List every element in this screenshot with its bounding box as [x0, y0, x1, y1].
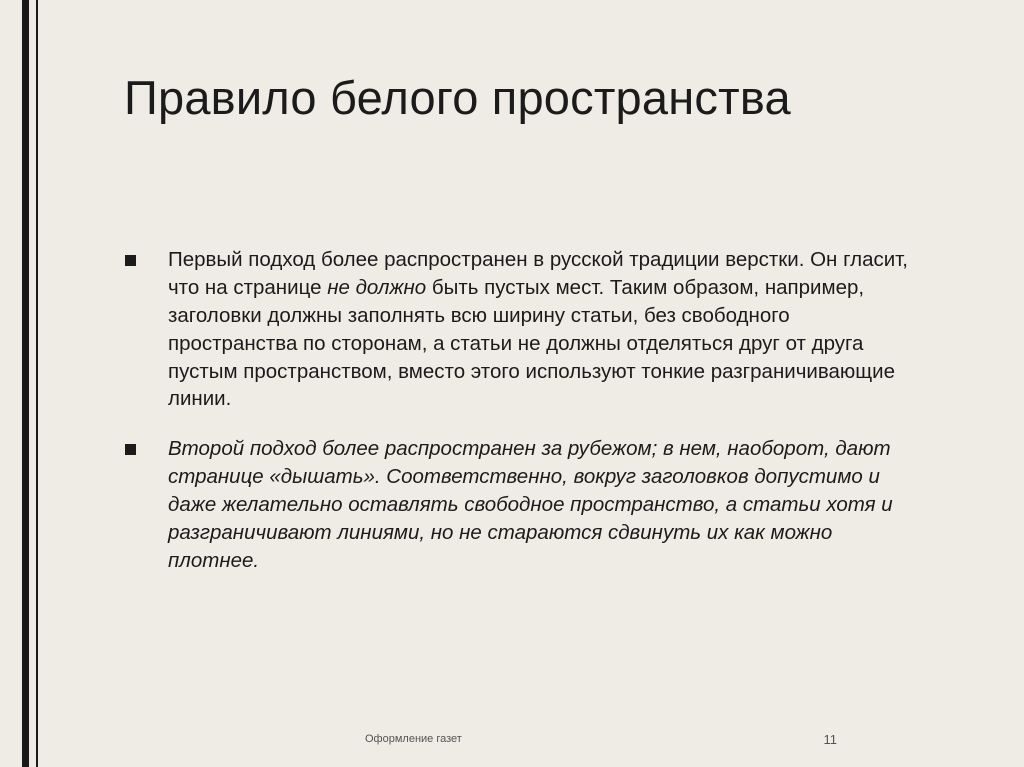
left-rule-thick [22, 0, 29, 767]
bullet-text-emphasis: не должно [327, 275, 427, 299]
bullet-text [168, 246, 920, 413]
bullet-text: Второй подход более распространен за рубежом; в нем, наоборот, дают странице «дышать». Соответственно, вокруг заголовков допустимо и даже желательно оставлять свободное пространство, а статьи хотя и разграничивают линиями, но не стараются сдвинуть их как можно плотнее. [168, 437, 893, 572]
bullet-text-part1: Первый подход более распространен в русской традиции верстки. Он гласит, что на странице [168, 248, 908, 299]
square-bullet-icon [125, 444, 136, 455]
page-number: 11 [823, 732, 837, 747]
footer-caption: Оформление газет [365, 733, 462, 745]
slide-content [120, 0, 930, 767]
bullet-text-part2: быть пустых мест. Таким образом, например, заголовки должны заполнять всю ширину статьи, без свободного пространства по сторонам, а статьи не должны отделяться друг от друга пустым пространством, вместо этого используют тонкие разграничивающие линии. [168, 275, 896, 411]
left-rule-thin [36, 0, 38, 767]
bullet-list [120, 246, 920, 597]
list-item [120, 435, 920, 574]
square-bullet-icon [125, 255, 136, 266]
slide-title: Правило белого пространства [124, 71, 791, 124]
list-item [120, 246, 920, 413]
